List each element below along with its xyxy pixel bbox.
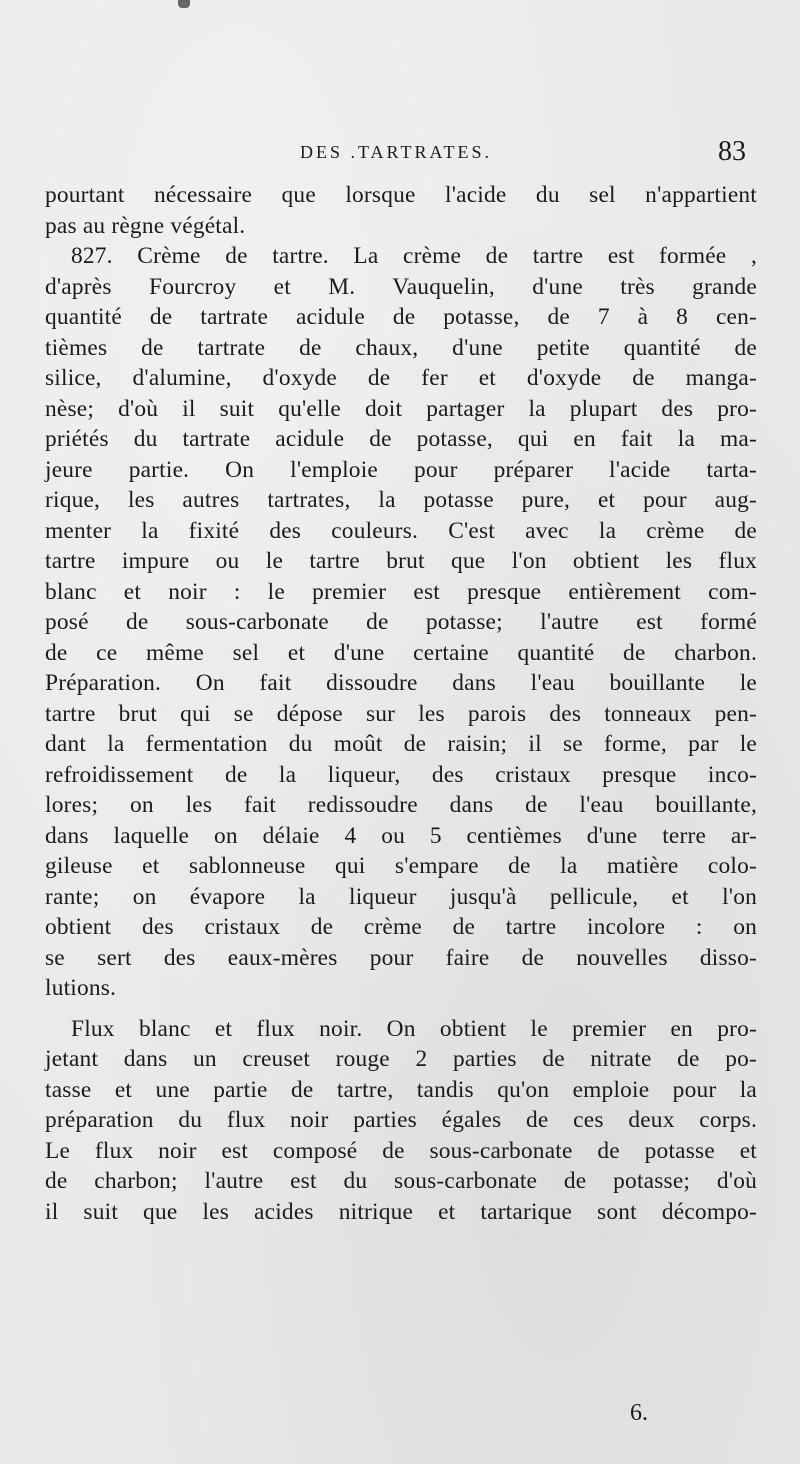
page-header [0,136,800,172]
text-line: Le flux noir est composé de sous-carbonate de potasse et [45,1137,757,1164]
text-line: lores; on les fait redissoudre dans de l'eau bouillante, [45,792,757,818]
paragraph-gap [45,1004,757,1014]
text-line: blanc et noir : le premier est presque entièrement com- [45,578,757,605]
ink-bleed-mark [178,0,190,8]
body-text [45,180,757,1227]
text-line: jeure partie. On l'emploie pour préparer l'acide tarta- [45,456,757,483]
text-line: pas au règne végétal. [45,212,246,239]
text-line: gileuse et sablonneuse qui s'empare de la matière colo- [45,853,757,879]
text-line: de ce même sel et d'une certaine quantité de charbon. [45,639,757,666]
text-line: quantité de tartrate acidule de potasse, de 7 à 8 cen- [45,304,757,330]
text-line: 827. Crème de tartre. La crème de tartre est formée , [71,243,757,269]
text-line: menter la fixité des couleurs. C'est avec la crème de [45,517,757,544]
text-line: dant la fermentation du moût de raisin; il se forme, par le [45,731,757,757]
text-line: tartre impure ou le tartre brut que l'on obtient les flux [45,548,757,574]
text-line: rante; on évapore la liqueur jusqu'à pellicule, et l'on [45,883,757,910]
page-number: 83 [718,136,746,167]
text-line: priétés du tartrate acidule de potasse, qui en fait la ma- [45,426,757,452]
text-line: lutions. [45,975,117,1001]
text-line: de charbon; l'autre est du sous-carbonate de potasse; d'où [45,1168,757,1194]
text-line: pourtant nécessaire que lorsque l'acide du sel n'appartient [45,182,757,208]
text-line: obtient des cristaux de crème de tartre incolore : on [45,914,757,940]
text-line: Flux blanc et flux noir. On obtient le premier en pro- [71,1015,757,1042]
text-line: Préparation. On fait dissoudre dans l'eau bouillante le [45,670,757,696]
text-line: tièmes de tartrate de chaux, d'une petite quantité de [45,334,757,361]
text-line: posé de sous-carbonate de potasse; l'autre est formé [45,609,757,635]
text-line: rique, les autres tartrates, la potasse pure, et pour aug- [45,487,757,513]
text-line: refroidissement de la liqueur, des cristaux presque inco- [45,761,757,788]
text-line: tartre brut qui se dépose sur les parois des tonneaux pen- [45,700,757,727]
text-line: préparation du flux noir parties égales de ces deux corps. [45,1107,757,1133]
text-line: tasse et une partie de tartre, tandis qu'on emploie pour la [45,1076,757,1103]
text-line: nèse; d'où il suit qu'elle doit partager la plupart des pro- [45,395,757,422]
text-line: d'après Fourcroy et M. Vauquelin, d'une très grande [45,273,757,300]
signature-mark: 6. [630,1400,648,1426]
text-line: il suit que les acides nitrique et tartarique sont décompo- [45,1198,757,1225]
text-line: jetant dans un creuset rouge 2 parties de nitrate de po- [45,1046,757,1072]
text-line: silice, d'alumine, d'oxyde de fer et d'oxyde de manga- [45,365,757,391]
text-line: se sert des eaux-mères pour faire de nouvelles disso- [45,944,757,971]
running-head: DES .TARTRATES. [300,142,492,162]
text-line: dans laquelle on délaie 4 ou 5 centièmes d'une terre ar- [45,822,757,849]
